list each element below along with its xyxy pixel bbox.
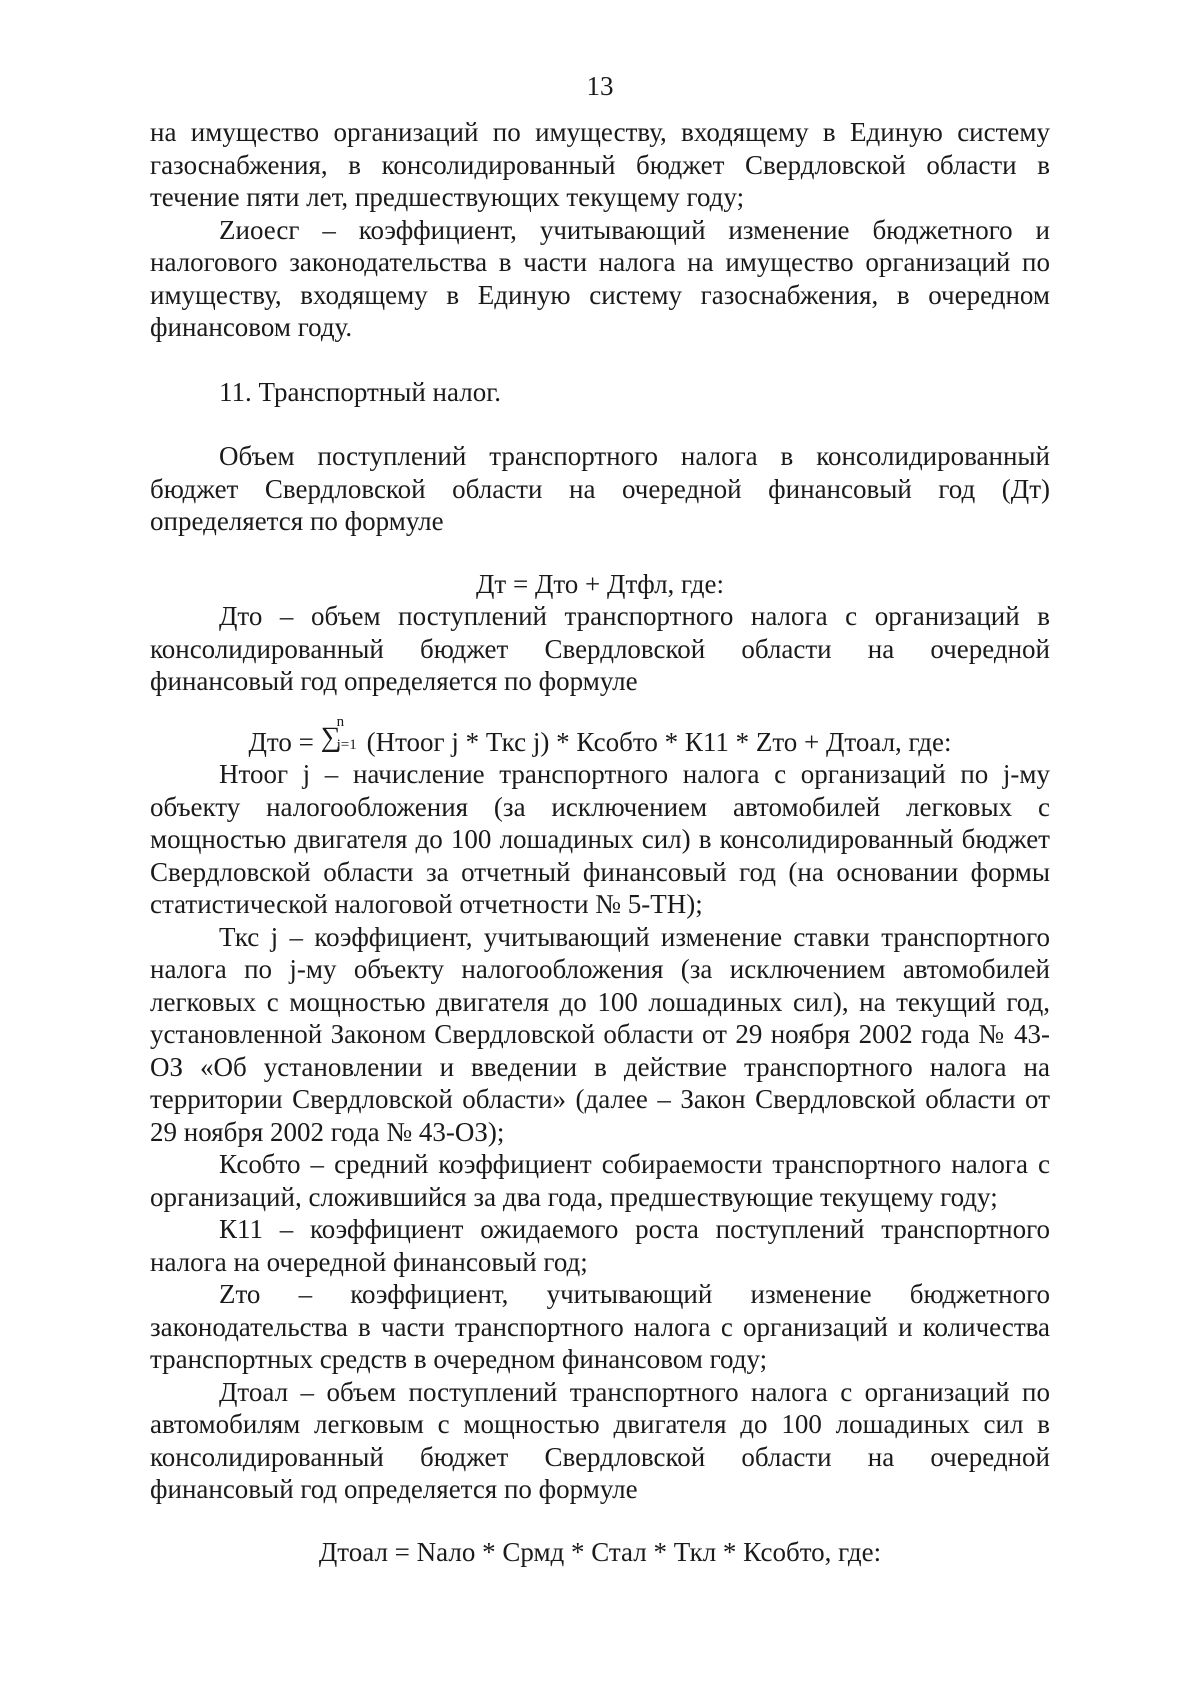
sum-lower-limit: j=1: [336, 736, 357, 753]
formula-dto: [150, 713, 1050, 759]
paragraph-ksobto-definition: Ксобто – средний коэффициент собираемости транспортного налога с организаций, сложившийся за два года, предшествующие текущему году;: [150, 1149, 1050, 1212]
paragraph-transport-tax-volume: Объем поступлений транспортного налога в консолидированный бюджет Свердловской области на очередной финансовый год (Дт) определяется по формуле: [150, 441, 1050, 536]
formula-dto-prefix: Дто =: [248, 726, 321, 757]
formula-dtoal: Дтоал = Nало * Срмд * Стал * Ткл * Ксобто, где:: [318, 1536, 882, 1567]
paragraph-zto-definition: Zто – коэффициент, учитывающий изменение бюджетного законодательства в части транспортного налога с организаций и количества транспортных средств в очередном финансовом году;: [150, 1279, 1050, 1374]
document-body: [150, 116, 1050, 1568]
paragraph-property-tax-continuation: на имущество организаций по имуществу, входящему в Единую систему газоснабжения, в консолидированный бюджет Свердловской области в течение пяти лет, предшествующих текущему году;: [150, 117, 1050, 212]
page-number: 13: [586, 71, 614, 101]
paragraph-ntoog-definition: Нтоог j – начисление транспортного налога с организаций по j-му объекту налогообложения (за исключением автомобилей легковых с мощностью двигателя до 100 лошадиных сил) в консолидированный бюджет Свердловской области за отчетный финансовый год (на основании формы статистической налоговой отчетности № 5-ТН);: [150, 759, 1050, 919]
section-heading-transport-tax: 11. Транспортный налог.: [219, 376, 501, 407]
sum-upper-limit: n: [336, 713, 345, 730]
paragraph-k11-definition: К11 – коэффициент ожидаемого роста поступлений транспортного налога на очередной финансовый год;: [150, 1214, 1050, 1277]
sum-symbol: ∑ n j=1: [320, 713, 357, 753]
formula-dt: Дт = Дто + Дтфл, где:: [476, 568, 724, 599]
paragraph-tks-definition: Ткс j – коэффициент, учитывающий изменение ставки транспортного налога по j-му объекту налогообложения (за исключением автомобилей легковых с мощностью двигателя до 100 лошадиных сил), на текущий год, установленной Законом Свердловской области от 29 ноября 2002 года № 43-ОЗ «Об установлении и введении в действие транспортного налога на территории Свердловской области» (далее – Закон Свердловской области от 29 ноября 2002 года № 43-ОЗ);: [150, 921, 1050, 1147]
formula-dto-rest: (Нтоог j * Ткс j) * Ксобто * К11 * Zто + Дтоал, где:: [366, 726, 952, 757]
paragraph-dto-definition: Дто – объем поступлений транспортного налога с организаций в консолидированный бюджет Свердловской области на очередной финансовый год определяется по формуле: [150, 601, 1050, 696]
paragraph-coefficient-zioesg: Zиоесг – коэффициент, учитывающий изменение бюджетного и налогового законодательства в части налога на имущество организаций по имуществу, входящему в Единую систему газоснабжения, в очередном финансовом году.: [150, 214, 1050, 342]
paragraph-dtoal-definition: Дтоал – объем поступлений транспортного налога с организаций по автомобилям легковым с мощностью двигателя до 100 лошадиных сил в консолидированный бюджет Свердловской области на очередной финансовый год определяется по формуле: [150, 1376, 1050, 1504]
